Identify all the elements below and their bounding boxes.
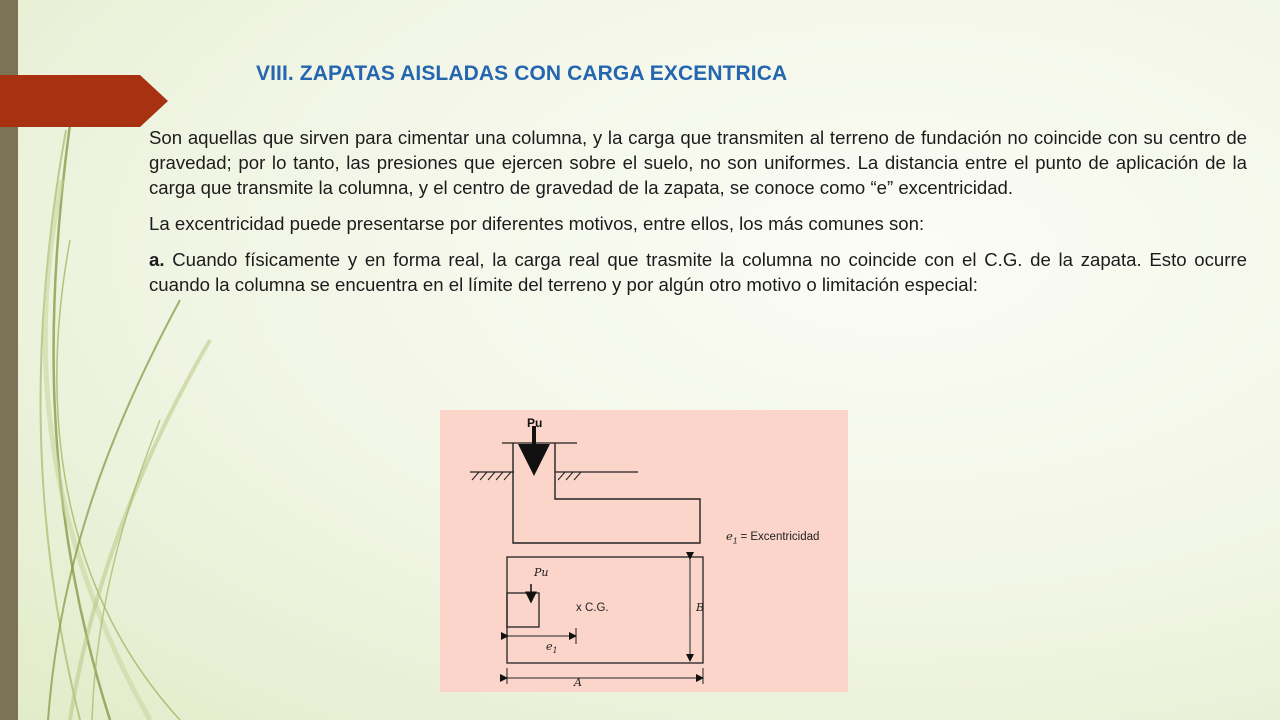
paragraph-case-a: [149, 247, 1247, 297]
length-a-label: A: [574, 676, 582, 689]
load-label-elevation: Pu: [527, 416, 543, 430]
case-a-text: Cuando físicamente y en forma real, la carga real que trasmite la columna no coincide con el C.G. de la zapata. Esto ocurre cuando la columna se encuentra en el límite del terreno y por algún otro motivo o limitación especial:: [149, 249, 1247, 295]
load-label-plan: Pu: [534, 566, 549, 579]
paragraph-motives: La excentricidad puede presentarse por diferentes motivos, entre ellos, los más comunes son:: [149, 213, 925, 234]
slide-title: VIII. ZAPATAS AISLADAS CON CARGA EXCENTRICA: [256, 62, 788, 85]
paragraph-definition: Son aquellas que sirven para cimentar una columna, y la carga que transmiten al terreno de fundación no coincide con su centro de gravedad; por lo tanto, las presiones que ejercen sobre el suelo, no son uniformes. La distancia entre el punto de aplicación de la carga que transmite la columna, y el centro de gravedad de la zapata, se conoce como “e” excentricidad.: [149, 127, 1247, 198]
footing-diagram: [440, 410, 848, 692]
eccentricity-legend: $e_1$ = Excentricidad: [726, 529, 820, 546]
width-b-label: B: [696, 601, 705, 614]
center-of-gravity-label: x C.G.: [576, 602, 609, 614]
case-a-marker: a.: [149, 249, 165, 270]
accent-arrow-tab: [0, 75, 168, 127]
slide-body: [149, 125, 1247, 308]
footing-drawing: [440, 410, 848, 692]
eccentricity-dimension-label: $e_1$: [546, 640, 558, 656]
